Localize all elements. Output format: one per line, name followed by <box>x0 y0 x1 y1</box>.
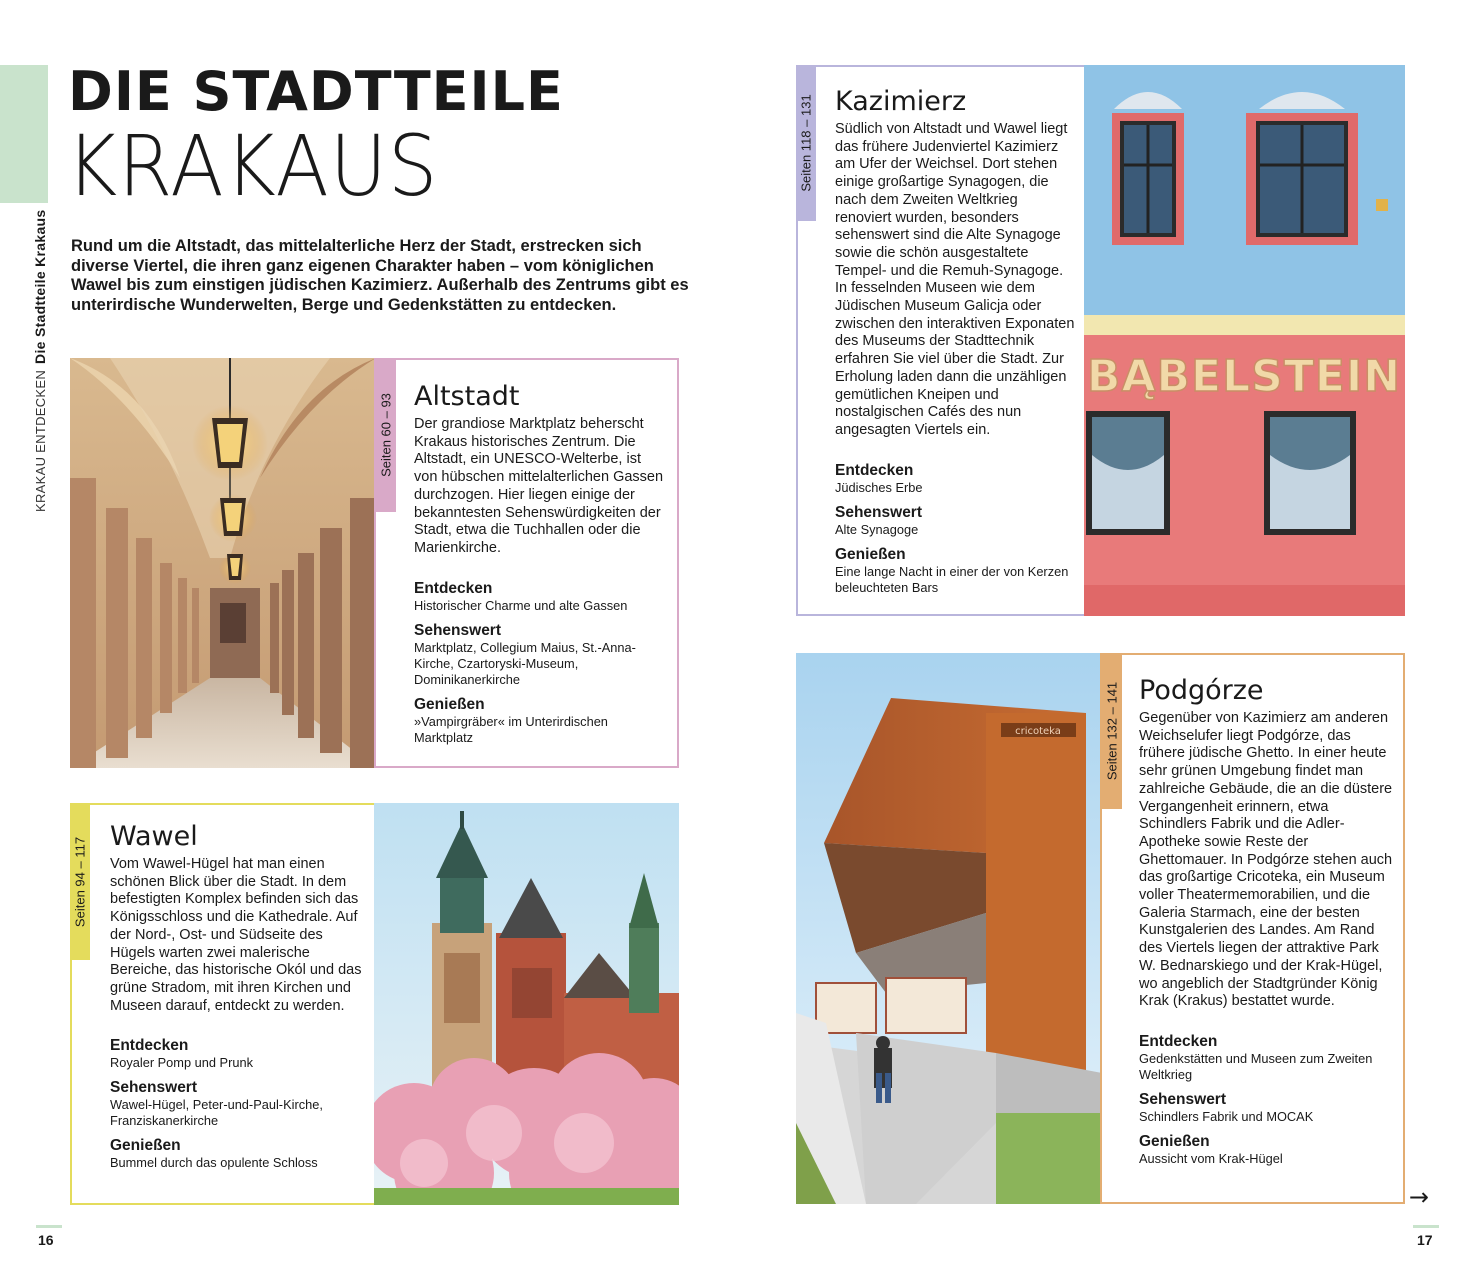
geniessen-label: Genießen <box>835 545 906 563</box>
geniessen-text: Aussicht vom Krak-Hügel <box>1139 1150 1283 1166</box>
sehenswert-text: Marktplatz, Collegium Maius, St.-Anna-Kirche, Czartoryski-Museum, Dominikanerkirche <box>414 639 636 687</box>
page-ref-tab-kazimierz <box>796 65 816 221</box>
sehenswert-label: Sehenswert <box>1139 1090 1227 1108</box>
entdecken-label: Entdecken <box>414 579 493 597</box>
page-number-rule-right <box>1413 1225 1439 1228</box>
sehenswert-text: Schindlers Fabrik und MOCAK <box>1139 1108 1314 1124</box>
next-page-arrow-icon[interactable]: → <box>1408 1183 1429 1211</box>
entdecken-text: Historischer Charme und alte Gassen <box>414 597 628 613</box>
geniessen-text: Eine lange Nacht in einer der von Kerzen beleuchteten Bars <box>835 563 1069 595</box>
district-name-altstadt: Altstadt <box>414 381 520 412</box>
entdecken-text: Jüdisches Erbe <box>835 479 923 495</box>
district-name-wawel: Wawel <box>110 821 198 852</box>
page-ref-tab-altstadt <box>376 358 396 512</box>
page-ref-wawel: Seiten 94 – 117 <box>72 836 88 927</box>
sehenswert-label: Sehenswert <box>835 503 923 521</box>
podgorze-photo <box>796 653 1102 1204</box>
district-text-kazimierz: Südlich von Altstadt und Wawel liegt das frühere Judenviertel Kazimierz am Ufer der Weichsel. Dort stehen einige großartige Synagogen, die nach dem Zweiten Weltkrieg renoviert wurden, besonders sehenswert sind die Alte Synagoge sowie die schön ausgestaltete Tempel- und die Remuh-Synagoge. In fesselnden Museen wie dem Jüdischen Museum Galicja oder zwischen den interaktiven Exponaten des Museums der Stadttechnik erfahren Sie viel über die Stadt. Zur Erholung laden dann die unzähligen gemütlichen Kneipen und nostalgischen Cafés des nun angesagten Viertels ein. <box>835 121 1075 438</box>
geniessen-label: Genießen <box>414 695 485 713</box>
side-color-tab <box>0 65 48 203</box>
district-text-podgorze: Gegenüber von Kazimierz am anderen Weichselufer liegt Podgórze, das frühere jüdische Ghetto. In einer heute sehr grünen Umgebung findet man zahlreiche Gebäude, die an die düstere Vergangenheit erinnern, etwa Schindlers Fabrik und die Adler-Apotheke sowie Reste der Ghettomauer. In Podgórze stehen auch das großartige Cricoteka, ein Museum voller Theatermemorabilien, und die Galeria Starmach, eine der besten Kunstgalerien des Landes. Am Rand des Viertels liegen der attraktive Park W. Bednarskiego und der Krak-Hügel, wo angeblich der Stadtgründer König Krak (Krakus) bestattet wurde. <box>1139 710 1393 1010</box>
entdecken-label: Entdecken <box>1139 1032 1218 1050</box>
page-ref-tab-podgorze <box>1102 653 1122 809</box>
geniessen-text: Bummel durch das opulente Schloss <box>110 1155 318 1171</box>
geniessen-label: Genießen <box>110 1137 181 1155</box>
page-number-rule-left <box>36 1225 62 1228</box>
entdecken-text: Royaler Pomp und Prunk <box>110 1055 253 1071</box>
page-title-line2: KRAKAUS <box>66 117 439 215</box>
district-card-altstadt <box>374 358 679 768</box>
altstadt-photo <box>70 358 376 768</box>
district-card-wawel <box>70 803 376 1205</box>
district-card-podgorze <box>1100 653 1405 1204</box>
page-number-left: 16 <box>38 1232 54 1248</box>
page-ref-tab-wawel <box>70 803 90 960</box>
district-card-kazimierz <box>796 65 1086 616</box>
running-head <box>32 210 48 513</box>
district-text-altstadt: Der grandiose Marktplatz beherscht Krakaus historisches Zentrum. Die Altstadt, ein UNESCO-Welterbe, ist von hübschen mittelalterlichen Gassen durchzogen. Hier liegen einige der bekanntesten Sehenswürdigkeiten der Stadt, etwa die Tuchhallen oder die Marienkirche. <box>414 416 664 556</box>
page-number-right: 17 <box>1417 1232 1433 1248</box>
page-ref-altstadt: Seiten 60 – 93 <box>378 393 394 477</box>
geniessen-text: »Vampirgräber« im Unterirdischen Marktplatz <box>414 713 608 745</box>
page-ref-kazimierz: Seiten 118 – 131 <box>798 94 814 192</box>
entdecken-label: Entdecken <box>835 461 914 479</box>
district-name-kazimierz: Kazimierz <box>835 86 967 117</box>
page-ref-podgorze: Seiten 132 – 141 <box>1104 681 1120 781</box>
district-name-podgorze: Podgórze <box>1139 675 1264 706</box>
sehenswert-label: Sehenswert <box>110 1079 198 1097</box>
entdecken-text: Gedenkstätten und Museen zum Zweiten Weltkrieg <box>1139 1050 1373 1082</box>
intro-paragraph: Rund um die Altstadt, das mittelalterliche Herz der Stadt, erstrecken sich diverse Viertel, die ihren ganz eigenen Charakter haben – vom königlichen Wawel bis zum einstigen jüdischen Kazimierz. Außerhalb des Zentrums gibt es unterirdische Wunderwelten, Berge und Gedenkstätten zu entdecken. <box>71 237 689 314</box>
wawel-photo <box>374 803 679 1205</box>
geniessen-label: Genießen <box>1139 1132 1210 1150</box>
page-title-line1: DIE STADTTEILE <box>68 60 564 123</box>
kazimierz-photo <box>1084 65 1405 616</box>
sehenswert-text: Wawel-Hügel, Peter-und-Paul-Kirche, Franziskanerkirche <box>110 1097 323 1129</box>
entdecken-label: Entdecken <box>110 1037 189 1055</box>
district-text-wawel: Vom Wawel-Hügel hat man einen schönen Blick über die Stadt. In dem befestigten Komplex befinden sich das Königsschloss und die Kathedrale. Auf der Nord-, Ost- und Südseite des Hügels warten zwei malerische Bereiche, das historische Okól und das grüne Stradom, mit ihren Kirchen und Museen darauf, entdeckt zu werden. <box>110 856 362 1014</box>
running-head-title: Die Stadtteile Krakaus <box>32 209 48 364</box>
cricoteka-sign: cricoteka <box>1015 726 1061 737</box>
sehenswert-label: Sehenswert <box>414 621 502 639</box>
running-head-section: KRAKAU ENTDECKEN <box>33 369 48 512</box>
kazimierz-sign: BĄBELSTEIN <box>1086 351 1402 402</box>
sehenswert-text: Alte Synagoge <box>835 521 919 537</box>
